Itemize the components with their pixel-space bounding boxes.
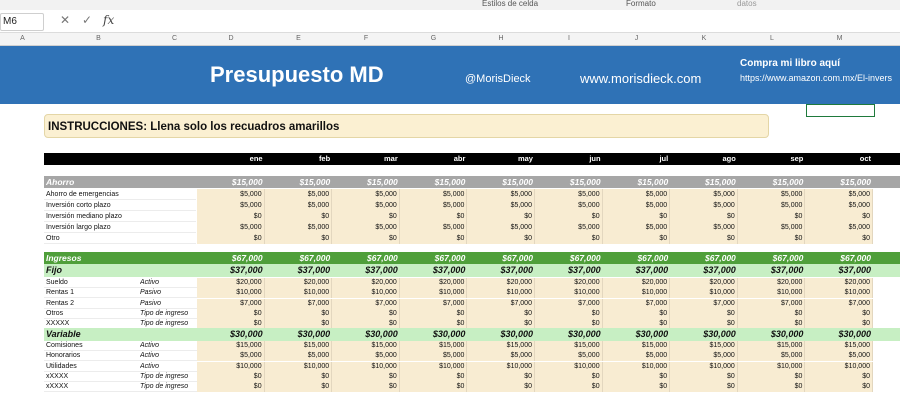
social-handle: @MorisDieck (465, 73, 531, 85)
value-cell[interactable]: $0 (400, 382, 468, 392)
variable-label: Variable (46, 329, 81, 339)
income-type[interactable]: Activo (140, 278, 240, 288)
month-sep: sep (790, 154, 804, 163)
value-cell[interactable]: $5,000 (738, 189, 806, 200)
value-cell: $15,000 (840, 177, 871, 187)
value-cell[interactable]: $10,000 (265, 288, 333, 298)
value-cell[interactable]: $5,000 (670, 200, 738, 211)
value-cell[interactable]: $10,000 (670, 362, 738, 372)
value-cell[interactable]: $0 (332, 309, 400, 319)
value-cell[interactable]: $0 (670, 211, 738, 222)
value-cell[interactable]: $0 (197, 319, 265, 329)
value-cell[interactable]: $7,000 (400, 299, 468, 309)
value-cell: $15,000 (772, 177, 804, 187)
value-cell[interactable]: $0 (603, 211, 671, 222)
value-cell[interactable]: $15,000 (467, 341, 535, 351)
ahorro-header-row (44, 176, 900, 188)
variable-row (44, 382, 900, 392)
fijo-row (44, 288, 900, 298)
value-cell: $67,000 (705, 253, 736, 263)
fijo-row (44, 309, 900, 319)
month-feb: feb (318, 154, 331, 163)
income-type[interactable]: Pasivo (140, 288, 240, 298)
value-cell[interactable]: $5,000 (603, 189, 671, 200)
column-header-e[interactable]: E (296, 35, 301, 42)
value-cell: $67,000 (840, 253, 871, 263)
value-cell[interactable]: $0 (197, 211, 265, 222)
value-cell: $37,000 (500, 265, 533, 275)
value-cell[interactable]: $5,000 (332, 222, 400, 233)
value-cell: $30,000 (838, 329, 871, 339)
value-cell[interactable]: $0 (332, 372, 400, 382)
value-cell[interactable]: $0 (467, 309, 535, 319)
month-abr: abr (453, 154, 466, 163)
value-cell[interactable]: $0 (670, 319, 738, 329)
value-cell[interactable]: $10,000 (535, 362, 603, 372)
data-label: datos (737, 0, 757, 8)
income-type[interactable]: Activo (140, 362, 240, 372)
column-header-a[interactable]: A (20, 35, 25, 42)
value-cell[interactable]: $0 (805, 309, 873, 319)
value-cell[interactable]: $20,000 (467, 278, 535, 288)
value-cell[interactable]: $5,000 (332, 200, 400, 211)
value-cell: $15,000 (231, 177, 263, 187)
value-cell[interactable]: $10,000 (738, 362, 806, 372)
value-cell[interactable]: $5,000 (535, 189, 603, 200)
column-header-h[interactable]: H (498, 35, 504, 42)
value-cell[interactable]: $5,000 (197, 222, 265, 233)
income-type[interactable]: Tipo de ingreso (140, 372, 240, 382)
value-cell[interactable]: $5,000 (197, 189, 265, 200)
value-cell[interactable]: $5,000 (805, 189, 873, 200)
income-type[interactable]: Activo (140, 341, 240, 351)
ahorro-label: Ahorro (46, 177, 75, 187)
value-cell[interactable]: $0 (400, 319, 468, 329)
income-type[interactable]: Tipo de ingreso (140, 319, 240, 329)
value-cell[interactable]: $5,000 (535, 351, 603, 361)
value-cell[interactable]: $0 (400, 372, 468, 382)
cell-styles-button[interactable]: Estilos de celda (482, 0, 539, 8)
value-cell[interactable]: $0 (467, 382, 535, 392)
value-cell: $15,000 (502, 177, 533, 187)
value-cell: $15,000 (367, 177, 398, 187)
row-label: Utilidades (44, 362, 140, 372)
fijo-label: Fijo (46, 265, 62, 275)
value-cell[interactable]: $0 (332, 319, 400, 329)
row-label: Rentas 2 (44, 299, 140, 309)
months-header-row (44, 153, 900, 165)
value-cell[interactable]: $0 (265, 319, 333, 329)
value-cell[interactable]: $5,000 (332, 351, 400, 361)
value-cell[interactable]: $10,000 (265, 362, 333, 372)
value-cell[interactable]: $10,000 (400, 362, 468, 372)
value-cell[interactable]: $5,000 (265, 189, 333, 200)
value-cell[interactable]: $10,000 (805, 362, 873, 372)
value-cell[interactable]: $5,000 (467, 222, 535, 233)
value-cell[interactable]: $5,000 (400, 222, 468, 233)
value-cell[interactable]: $5,000 (738, 200, 806, 211)
income-type[interactable]: Pasivo (140, 299, 240, 309)
value-cell[interactable]: $15,000 (332, 341, 400, 351)
value-cell[interactable]: $0 (535, 233, 603, 244)
check-icon[interactable]: ✓ (82, 13, 93, 27)
value-cell[interactable]: $0 (197, 382, 265, 392)
month-ene: ene (249, 154, 263, 163)
month-jun: jun (589, 154, 601, 163)
value-cell[interactable]: $5,000 (535, 222, 603, 233)
value-cell: $30,000 (365, 329, 398, 339)
value-cell[interactable]: $0 (805, 382, 873, 392)
value-cell[interactable]: $0 (265, 233, 333, 244)
value-cell[interactable]: $0 (535, 382, 603, 392)
value-cell[interactable]: $0 (197, 372, 265, 382)
value-cell: $67,000 (637, 253, 669, 263)
value-cell[interactable]: $20,000 (535, 278, 603, 288)
value-cell[interactable]: $0 (535, 211, 603, 222)
row-label: Inversión largo plazo (44, 222, 196, 233)
column-header-f[interactable]: F (363, 35, 369, 42)
value-cell[interactable]: $5,000 (670, 222, 738, 233)
ahorro-row (44, 189, 900, 200)
row-label: Otros (44, 309, 140, 319)
value-cell: $37,000 (568, 265, 601, 275)
value-cell[interactable]: $5,000 (197, 351, 265, 361)
row-label: Inversión mediano plazo (44, 211, 196, 222)
value-cell[interactable]: $10,000 (467, 288, 535, 298)
row-label: Honorarios (44, 351, 140, 361)
value-cell[interactable]: $15,000 (603, 341, 671, 351)
value-cell: $30,000 (500, 329, 533, 339)
value-cell[interactable]: $0 (332, 211, 400, 222)
ahorro-row (44, 222, 900, 233)
value-cell[interactable]: $5,000 (603, 200, 671, 211)
variable-row (44, 362, 900, 372)
value-cell: $37,000 (703, 265, 736, 275)
row-label: Ahorro de emergencias (44, 189, 196, 200)
value-cell[interactable]: $7,000 (603, 299, 671, 309)
value-cell[interactable]: $0 (467, 211, 535, 222)
row-label: xXXXX (44, 382, 140, 392)
value-cell[interactable]: $10,000 (535, 288, 603, 298)
value-cell[interactable]: $10,000 (805, 288, 873, 298)
value-cell[interactable]: $7,000 (535, 299, 603, 309)
value-cell[interactable]: $0 (738, 382, 806, 392)
value-cell[interactable]: $0 (738, 372, 806, 382)
column-header-m[interactable]: M (836, 35, 843, 42)
value-cell[interactable]: $10,000 (197, 288, 265, 298)
value-cell[interactable]: $0 (400, 211, 468, 222)
value-cell[interactable]: $7,000 (197, 299, 265, 309)
column-header-b[interactable]: B (96, 35, 101, 42)
value-cell[interactable]: $5,000 (467, 189, 535, 200)
value-cell[interactable]: $5,000 (332, 189, 400, 200)
value-cell[interactable]: $5,000 (535, 200, 603, 211)
value-cell: $67,000 (231, 253, 263, 263)
column-header-c[interactable]: C (171, 35, 178, 42)
month-oct: oct (859, 154, 871, 163)
website-label: www.morisdieck.com (580, 71, 702, 86)
value-cell: $15,000 (705, 177, 736, 187)
value-cell[interactable]: $0 (805, 211, 873, 222)
value-cell[interactable]: $0 (400, 309, 468, 319)
row-label: Sueldo (44, 278, 140, 288)
value-cell[interactable]: $5,000 (805, 351, 873, 361)
value-cell[interactable]: $0 (400, 233, 468, 244)
value-cell[interactable]: $10,000 (467, 362, 535, 372)
value-cell[interactable]: $15,000 (738, 341, 806, 351)
value-cell: $37,000 (365, 265, 398, 275)
value-cell[interactable]: $0 (603, 372, 671, 382)
month-mar: mar (384, 154, 398, 163)
value-cell: $37,000 (297, 265, 331, 275)
fijo-row (44, 299, 900, 309)
value-cell[interactable]: $5,000 (738, 351, 806, 361)
value-cell[interactable]: $0 (197, 309, 265, 319)
value-cell[interactable]: $0 (535, 309, 603, 319)
row-label: xXXXX (44, 372, 140, 382)
value-cell[interactable]: $0 (670, 233, 738, 244)
value-cell: $30,000 (770, 329, 804, 339)
value-cell[interactable]: $10,000 (603, 362, 671, 372)
value-cell[interactable]: $0 (265, 382, 333, 392)
value-cell[interactable]: $0 (738, 211, 806, 222)
value-cell[interactable]: $0 (805, 319, 873, 329)
month-may: may (517, 154, 533, 163)
value-cell[interactable]: $5,000 (603, 351, 671, 361)
value-cell[interactable]: $0 (467, 233, 535, 244)
value-cell: $15,000 (569, 177, 601, 187)
value-cell[interactable]: $5,000 (265, 200, 333, 211)
value-cell[interactable]: $0 (603, 319, 671, 329)
value-cell: $30,000 (297, 329, 331, 339)
value-cell[interactable]: $20,000 (197, 278, 265, 288)
value-cell[interactable]: $15,000 (805, 341, 873, 351)
variable-header-row (44, 328, 900, 341)
value-cell: $37,000 (432, 265, 466, 275)
value-cell: $15,000 (434, 177, 466, 187)
value-cell: $30,000 (568, 329, 601, 339)
value-cell: $37,000 (770, 265, 804, 275)
value-cell[interactable]: $0 (467, 372, 535, 382)
value-cell[interactable]: $20,000 (805, 278, 873, 288)
value-cell: $67,000 (569, 253, 601, 263)
value-cell[interactable]: $0 (603, 233, 671, 244)
value-cell[interactable]: $15,000 (265, 341, 333, 351)
value-cell[interactable]: $5,000 (805, 222, 873, 233)
value-cell[interactable]: $10,000 (670, 288, 738, 298)
name-box[interactable]: M6 (0, 13, 44, 31)
value-cell[interactable]: $0 (738, 233, 806, 244)
fx-icon[interactable]: fx (103, 13, 115, 27)
value-cell: $67,000 (367, 253, 398, 263)
value-cell: $30,000 (432, 329, 466, 339)
value-cell[interactable]: $0 (603, 309, 671, 319)
value-cell[interactable]: $5,000 (805, 200, 873, 211)
value-cell[interactable]: $0 (603, 382, 671, 392)
value-cell[interactable]: $0 (265, 309, 333, 319)
value-cell[interactable]: $5,000 (467, 351, 535, 361)
instructions-box: INSTRUCCIONES: Llena solo los recuadros amarillos (44, 114, 769, 138)
buy-book-label: Compra mi libro aquí (740, 58, 841, 69)
value-cell[interactable]: $5,000 (400, 200, 468, 211)
fijo-row (44, 278, 900, 288)
value-cell[interactable]: $5,000 (670, 189, 738, 200)
column-header-k[interactable]: K (701, 35, 707, 42)
value-cell[interactable]: $7,000 (467, 299, 535, 309)
value-cell[interactable]: $0 (265, 211, 333, 222)
value-cell[interactable]: $15,000 (400, 341, 468, 351)
month-jul: jul (659, 154, 669, 163)
value-cell[interactable]: $5,000 (603, 222, 671, 233)
value-cell: $30,000 (703, 329, 736, 339)
value-cell[interactable]: $0 (805, 233, 873, 244)
value-cell[interactable]: $0 (535, 372, 603, 382)
value-cell[interactable]: $0 (265, 372, 333, 382)
value-cell: $15,000 (299, 177, 331, 187)
value-cell[interactable]: $7,000 (670, 299, 738, 309)
value-cell[interactable]: $0 (738, 319, 806, 329)
ingresos-header-row (44, 252, 900, 264)
value-cell[interactable]: $0 (332, 233, 400, 244)
variable-row (44, 351, 900, 361)
variable-row (44, 341, 900, 351)
value-cell[interactable]: $10,000 (332, 362, 400, 372)
variable-row (44, 372, 900, 382)
value-cell[interactable]: $0 (805, 372, 873, 382)
value-cell: $37,000 (230, 265, 263, 275)
value-cell[interactable]: $7,000 (265, 299, 333, 309)
income-type[interactable]: Tipo de ingreso (140, 382, 240, 392)
ahorro-row (44, 200, 900, 211)
value-cell[interactable]: $0 (738, 309, 806, 319)
page-title: Presupuesto MD (210, 62, 384, 87)
row-label: Rentas 1 (44, 288, 140, 298)
value-cell: $67,000 (502, 253, 533, 263)
value-cell[interactable]: $7,000 (738, 299, 806, 309)
value-cell[interactable]: $0 (332, 382, 400, 392)
ahorro-row (44, 211, 900, 222)
value-cell: $67,000 (299, 253, 331, 263)
value-cell[interactable]: $20,000 (332, 278, 400, 288)
value-cell[interactable]: $15,000 (197, 341, 265, 351)
format-button[interactable]: Formato (626, 0, 656, 8)
close-icon[interactable]: ✕ (60, 13, 71, 27)
column-header-l[interactable]: L (770, 35, 774, 42)
ahorro-row (44, 233, 900, 244)
value-cell[interactable]: $5,000 (670, 351, 738, 361)
value-cell[interactable]: $15,000 (535, 341, 603, 351)
value-cell[interactable]: $20,000 (400, 278, 468, 288)
value-cell[interactable]: $10,000 (197, 362, 265, 372)
value-cell[interactable]: $20,000 (603, 278, 671, 288)
column-header-i[interactable]: I (568, 35, 570, 42)
value-cell[interactable]: $0 (670, 382, 738, 392)
column-header-g[interactable]: G (430, 35, 437, 42)
value-cell[interactable]: $5,000 (738, 222, 806, 233)
value-cell[interactable]: $5,000 (265, 351, 333, 361)
value-cell[interactable]: $5,000 (400, 189, 468, 200)
value-cell[interactable]: $5,000 (400, 351, 468, 361)
month-ago: ago (722, 154, 736, 163)
value-cell[interactable]: $15,000 (670, 341, 738, 351)
value-cell[interactable]: $5,000 (197, 200, 265, 211)
income-type[interactable]: Activo (140, 351, 240, 361)
book-link[interactable]: https://www.amazon.com.mx/El-invers (740, 73, 893, 83)
value-cell[interactable]: $0 (670, 372, 738, 382)
value-cell: $67,000 (434, 253, 466, 263)
row-label: Comisiones (44, 341, 140, 351)
fijo-header-row (44, 264, 900, 277)
value-cell[interactable]: $10,000 (332, 288, 400, 298)
income-type[interactable]: Tipo de ingreso (140, 309, 240, 319)
value-cell[interactable]: $0 (670, 309, 738, 319)
value-cell[interactable]: $10,000 (603, 288, 671, 298)
value-cell[interactable]: $7,000 (805, 299, 873, 309)
value-cell: $37,000 (635, 265, 669, 275)
value-cell: $67,000 (772, 253, 804, 263)
value-cell: $30,000 (230, 329, 263, 339)
ingresos-label: Ingresos (46, 253, 82, 263)
value-cell: $37,000 (838, 265, 871, 275)
value-cell[interactable]: $20,000 (738, 278, 806, 288)
column-header-j[interactable]: J (634, 35, 639, 42)
value-cell: $15,000 (637, 177, 669, 187)
value-cell[interactable]: $10,000 (400, 288, 468, 298)
value-cell[interactable]: $10,000 (738, 288, 806, 298)
row-label: Otro (44, 233, 196, 244)
value-cell[interactable]: $5,000 (265, 222, 333, 233)
value-cell[interactable]: $0 (467, 319, 535, 329)
value-cell: $30,000 (635, 329, 669, 339)
value-cell[interactable]: $7,000 (332, 299, 400, 309)
value-cell[interactable]: $20,000 (265, 278, 333, 288)
column-header-d[interactable]: D (228, 35, 234, 42)
value-cell[interactable]: $5,000 (467, 200, 535, 211)
value-cell[interactable]: $0 (197, 233, 265, 244)
value-cell[interactable]: $0 (535, 319, 603, 329)
row-label: Inversión corto plazo (44, 200, 196, 211)
value-cell[interactable]: $20,000 (670, 278, 738, 288)
row-label: XXXXX (44, 319, 140, 329)
